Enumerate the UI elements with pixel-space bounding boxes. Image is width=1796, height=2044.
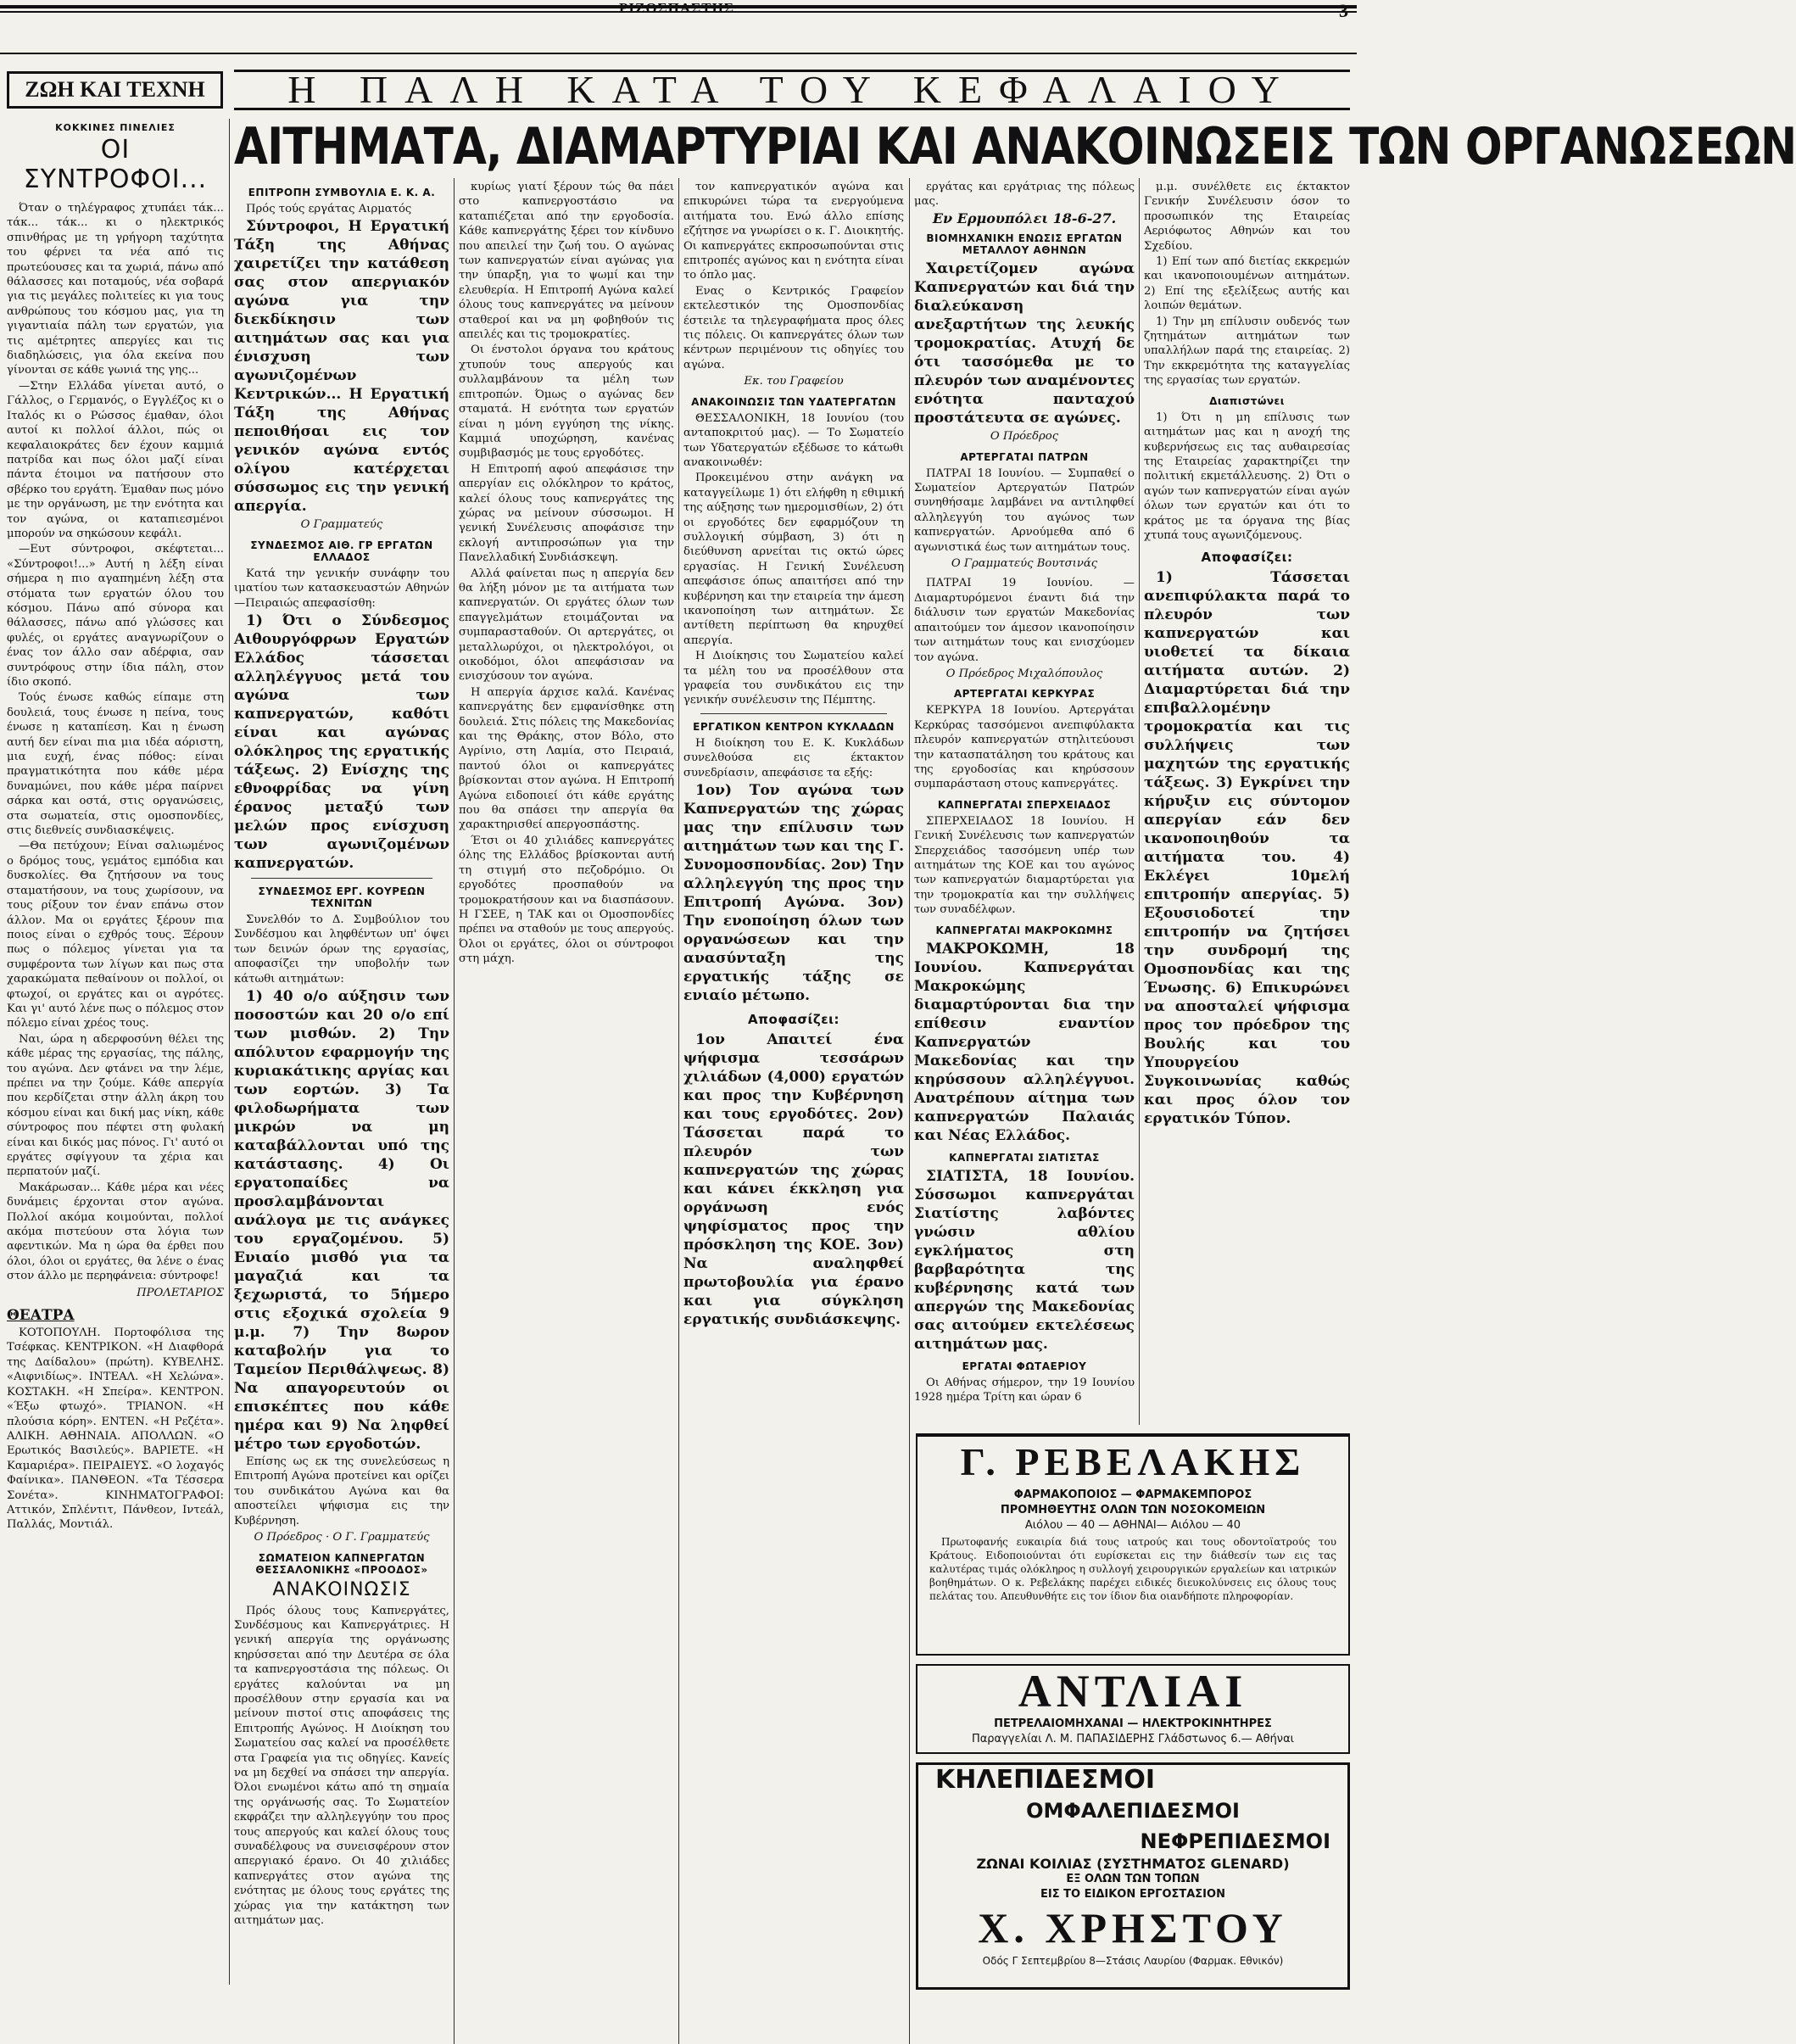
notice-signature: Ο Γραμματεύς Βουτσινάς (951, 557, 1098, 571)
notice-heading: ΕΠΙΤΡΟΠΗ ΣΥΜΒΟΥΛΙΑ Ε. Κ. Α. (248, 187, 436, 198)
notice-paragraph: 1) Επί των από διετίας εκκρεμών και ικανοποιουμένων αιτημάτων. 2) Επί της εξελίξεως αυτής και λοιπών θεμάτων. (1144, 255, 1350, 313)
article-paragraph: —Στην Ελλάδα γίνεται αυτό, ο Γάλλος, ο Γερμανός, ο Εγγλέζος κι ο Ιταλός κι ο Ρώσσος έμαθαν, όλοι αυτοί κι πολλοί άλλοι, πώς οι κεφαλαιοκράτες δεν έχουν καμμιά πατρίδα και πως όλοι μαζί είναι πάντα έτοιμοι να πατήσουν στο σβέρκο του εργάτη. Έμαθαν πως μόνο με την οργάνωση, με την ενότητα και τον αγώνα, οι καταπιεσμένοι μπορούν να σηκώσουν κεφάλι. (7, 379, 224, 540)
notice-divider (700, 713, 887, 714)
notice-paragraph: Συνελθόν το Δ. Συμβούλιον του Συνδέσμου και ληφθέντων υπ' όψει των δεινών όρων της εργασίας, αποφασίζει την υποβολήν των κάτωθι αιτημάτων: (234, 913, 449, 986)
notice-paragraph: Προκειμένου στην ανάγκη να καταγγείλωμε 1) ότι ελήφθη η εθιμική της αύξησης των ημερομισθίων, 2) ότι οι εργοδότες δεν εφαρμόζουν τη συλλογική σύμβαση, 3) ότι η διεύθυνση αρνείται τις οκτώ ώρες εργασίας. Η Γενική Συνέλευση απεφάσισε όπως απαιτήσει από την κυβέρνηση και την εταιρεία την άμεση ικανοποίηση των αιτημάτων. Σε αντίθετη περίπτωση θα κηρυχθεί απεργία. (683, 472, 904, 647)
column-5 (914, 180, 1135, 1427)
notice-paragraph: Η διοίκηση του Ε. Κ. Κυκλάδων συνελθούσα εις έκτακτον συνεδρίασιν, απεφάσισε τα εξής: (683, 736, 904, 779)
ad-title: ΑΝΤΛΙΑΙ (1018, 1666, 1248, 1717)
ad-christou (916, 1762, 1350, 1990)
notice-signature: Ο Πρόεδρος Μιχαλόπουλος (945, 667, 1103, 680)
notice-bold-paragraph: Χαιρετίζομεν αγώνα Καπνεργατών και διά την διαλεύκανση ανεξαρτήτων της λευκής τρομοκρατίας. Ατυχή δε ότι τασσόμεθα με το πλευρόν των αναμένοντες ενότητα πανταχού προστάτευτα σε αγώνες. (914, 260, 1135, 427)
ad-address: Οδός Γ Σεπτεμβρίου 8—Στάσις Λαυρίου (Φαρμακ. Εθνικόν) (982, 1955, 1284, 1967)
notice-bold-paragraph: 1ον Απαιτεί ένα ψήφισμα τεσσάρων χιλιάδων (4,000) εργατών και προς την Κυβέρνηση και τους εργοδότες. 2ον) Τάσσεται παρά το πλευρόν των καπνεργατών της χώρας και κάνει έκκληση για οργάνωση ενός ψηφίσματος προς την πρόσκληση της ΚΟΕ. 3ον) Να αναληφθεί πρωτοβουλία για έρανο και για σύγκληση εργατικής συνδιάσκεψης. (683, 1031, 904, 1329)
notice-paragraph: ΠΑΤΡΑΙ 19 Ιουνίου. — Διαμαρτυρόμενοι έναντι διά την διάλυσιν των εργατών Μακεδονίας απαιτούμεν τον άμεσον ικανοποίησιν των αιτημάτων τους και ενισχύομεν τον αγώνα. (914, 577, 1135, 664)
notice-paragraph: ΚΕΡΚΥΡΑ 18 Ιουνίου. Αρτεργάται Κερκύρας τασσόμενοι ανεπιφύλακτα πλευρόν καπνεργατών στηλιτεύουσι την κατασπατάληση του κράτους και της εργοδοσίας και κηρύσσουν συμπαράσταση στους καπνεργάτες. (914, 704, 1135, 791)
notice-paragraph: 1) Ότι η μη επίλυσις των αιτημάτων μας και η ανοχή της κυβερνήσεως εις τας αυθαιρεσίας της Εταιρείας χαρακτηρίζει την πολιτική εκμετάλλευσης. 2) Ότι ο αγών των καπνεργατών είναι αγών όλων των εργατών και ότι το κράτος με τα όργανα της βίας χτυπά τους αγωνιζόμενους. (1144, 410, 1350, 542)
ad-line: ΕΞ ΟΛΩΝ ΤΩΝ ΤΟΠΩΝ (1066, 1873, 1200, 1885)
decision-heading: Αποφασίζει: (1201, 550, 1293, 566)
column-1 (7, 120, 224, 1991)
column-rule (678, 178, 679, 2044)
notice-heading: ΚΑΠΝΕΡΓΑΤΑΙ ΣΙΑΤΙΣΤΑΣ (949, 1151, 1100, 1164)
ad-line: ΖΩΝΑΙ ΚΟΙΛΙΑΣ (ΣΥΣΤΗΜΑΤΟΣ GLENARD) (976, 1856, 1290, 1872)
ad-rebelakis (916, 1433, 1350, 1656)
page-headline: ΑΙΤΗΜΑΤΑ, ΔΙΑΜΑΡΤΥΡΙΑΙ ΚΑΙ ΑΝΑΚΟΙΝΩΣΕΙΣ ΤΩΝ ΟΡΓΑΝΩΣΕΩΝ (234, 117, 1796, 176)
section-title: ΖΩΗ ΚΑΙ ΤΕΧΝΗ (7, 71, 223, 109)
ad-antliai (916, 1664, 1350, 1754)
article-paragraph: κυρίως γιατί ξέρουν τώς θα πάει στο καπνεργοστάσιο να καταπιέζεται από την εργοδοσία. Κάθε καπνεργάτης ξέρει τον κίνδυνο που απειλεί την ζωή του. Ο αγώνας των καπνεργατών είναι αγώνας για την ύπαρξη, για το ψωμί και την ελευθερία. Η Επιτροπή Αγώνα καλεί όλους τους καπνεργάτες να μείνουν σταθεροί και να μη φοβηθούν τις απειλές και τις τρομοκρατίες. (459, 181, 674, 342)
column-rule (1139, 178, 1140, 1425)
decision-heading: Αποφασίζει: (748, 1012, 839, 1028)
notice-paragraph: εργάτας και εργάτριας της πόλεως μας. (914, 181, 1135, 209)
article-paragraph: Η Επιτροπή αφού απεφάσισε την απεργίαν εις ολόκληρον το κράτος, καλεί όλους τους καπνεργάτες της χώρας να μείνουν σύσσωμοι. Η γενική Συνέλευσις αποφάσισε την εκλογή αντιπροσώπων για την Πανελλαδική Συνδιάσκεψη. (459, 462, 674, 565)
ad-line: ΚΗΛΕΠΙΔΕΣΜΟΙ (935, 1765, 1156, 1795)
notice-bold-paragraph: ΜΑΚΡΟΚΩΜΗ, 18 Ιουνίου. Καπνεργάται Μακροκώμης διαμαρτύρονται δια την επίθεσιν εναντίον Καπνεργατών Μακεδονίας και την κηρύσσουν αλληλέγγυοι. Ανατρέπουν αίτημα των καπνεργατών Παλαιάς και Νέας Ελλάδος. (914, 940, 1135, 1144)
ad-line: ΝΕΦΡΕΠΙΔΕΣΜΟΙ (1140, 1829, 1330, 1853)
article-paragraph: Τούς ένωσε καθώς είπαμε στη δουλειά, τους ένωσε η πείνα, τους ένωσε η καταπίεση. Και η ένωση αυτή δεν είναι πια μια ιδέα αόριστη, μια ευχή, ένας πόθος: είναι πραγματικότητα που κάθε μέρα δυναμώνει, που κάθε μέρα παίρνει σάρκα και οστά, στις οργανώσεις, στα σωματεία, στις ομοσπονδίες, στις διεθνείς συνδιασκέψεις. (7, 691, 224, 838)
article-signature: ΠΡΟΛΕΤΑΡΙΟΣ (137, 1286, 224, 1299)
notice-heading: ΕΡΓΑΤΙΚΟΝ ΚΕΝΤΡΟΝ ΚΥΚΛΑΔΩΝ (693, 720, 895, 733)
ad-line: Αιόλου — 40 — ΑΘΗΝΑΙ— Αιόλου — 40 (1024, 1519, 1241, 1532)
page-number: 3 (1339, 0, 1348, 21)
notice-bold-paragraph: 1ον) Τον αγώνα των Καπνεργατών της χώρας μας την επίλυσιν των αιτημάτων των και της Γ. Συνομοσπονδίας. 2ον) Την αλληλεγγύη της προς την Επιτροπή Αγώνα. 3ον) Την ενοποίηση όλων των οργανώσεων και την ανασύνταξη της εργατικής τάξης σε ενιαίο μέτωπο. (683, 782, 904, 1005)
column-rule (909, 178, 910, 2044)
article-paragraph: —Θα πετύχουν; Είναι σαλιωμένος ο δρόμος τους, γεμάτος εμπόδια και δυσκολίες. Θα ζητήσουν να τους σταματήσουν, να τους χωρίσουν, να τους ρίξουν τον έναν επάνω στον άλλον. Μα οι εργάτες ξέρουν πια ποιος είναι ο εχθρός τους. Ξέρουν πως ο πόλεμος γίνεται για τα συμφέροντα των λίγων και πως στα χαρακώματα πεθαίνουν οι πολλοί, οι φτωχοί, οι εργάτες και οι αγρότες. Και γι' αυτό λένε πως ο πόλεμος στον πόλεμο είναι χρέος τους. (7, 840, 224, 1030)
notice-heading: Διαπιστώνει (1209, 394, 1285, 407)
notice-heading: ΑΡΤΕΡΓΑΤΑΙ ΠΑΤΡΩΝ (960, 450, 1089, 463)
notice-heading: ΑΝΑΚΟΙΝΩΣΙΣ ΤΩΝ ΥΔΑΤΕΡΓΑΤΩΝ (691, 395, 896, 408)
ad-line: Παραγγελίαι Λ. Μ. ΠΑΠΑΣΙΔΕΡΗΣ Γλάδστωνος 6.— Αθήναι (971, 1733, 1295, 1745)
article-paragraph: τον καπνεργατικόν αγώνα και επικυρώνει τώρα τα ενεργούμενα αιτήματα του. Ενώ άλλο επίσης εζήτησε να γνωρίσει ο κ. Γ. Διοικητής. Οι καπνεργάτες εκπροσωπούνται στις επιτροπές αγώνος και η ενότητα είναι το όπλο μας. (683, 181, 905, 282)
column-6 (1144, 180, 1350, 1427)
notice-paragraph: Πρός τούς εργάτας Αιρματός (246, 203, 412, 215)
article-title: ΟΙ ΣΥΝΤΡΟΦΟΙ... (23, 135, 208, 194)
article-paragraph: Αλλά φαίνεται πως η απεργία δεν θα λήξη μόνον με τα αιτήματα των καπνεργατών. Οι εργάτες όλων των επαγγελμάτων ετοιμάζονται να συμπαρασταθούν. Οι αρτεργάτες, οι μεταλλωρύχοι, οι ηλεκτρολόγοι, οι οικοδόμοι, όλοι απεφάσισαν να ενισχύσουν τον αγώνα. (459, 567, 674, 684)
notice-bold-paragraph: 1) Ότι ο Σύνδεσμος Αιθουργόφρων Εργατών Ελλάδος τάσσεται αλληλέγγυος μετά του αγώνα των καπνεργατών, καθότι είναι και αγώνας ολόκληρος της εργατικής τάξεως. 2) Ενίσχης της εθνοφρίδας να γίνη έρανος μεταξύ των μελών προς ενίσχυση των αγωνιζομένων καπνεργατών. (234, 612, 449, 873)
notice-paragraph: Κατά την γενικήν συνάφην του ιματίου των κατασκευαστών Αθηνών —Πειραιώς απεφασίσθη: (234, 567, 449, 610)
notice-divider (251, 878, 432, 879)
notice-signature: Εν Ερμουπόλει 18-6-27. (932, 209, 1117, 226)
theatre-listings: ΚΟΤΟΠΟΥΛΗ. Πορτοφόλισα της Τσέφκας. ΚΕΝΤΡΙΚΟΝ. «Η Διαφθορά της Δαίδαλου» (πρώτη). ΚΥΒΕΛΗΣ. «Αιφνιδίως». ΙΝΤΕΑΛ. «Η Χελώνα». ΚΟΣΤΑΚΗ. «Η Σπείρα». ΚΕΝΤΡΟΝ. «Έξω φτωχό». ΤΡΙΑΝΟΝ. «Η πλούσια κόρη». ΕΝΤΕΝ. «Η Ρεζέτα». ΑΛΙΚΗ. ΑΘΗΝΑΙΑ. ΑΠΟΛΛΩΝ. «Ο Ερωτικός Βασιλεύς». ΒΑΡΙΕΤΕ. «Η Καμαριέρα». ΠΕΙΡΑΙΕΥΣ. «Ο λοχαγός Φαίνικα». ΠΑΝΘΕΟΝ. «Τα Τέσσερα Σονέτα». ΚΙΝΗΜΑΤΟΓΡΑΦΟΙ: Αττικόν, Σπλέντιτ, Πάνθεον, Ιντεάλ, Παλλάς, Μοντιάλ. (7, 1326, 224, 1532)
article-paragraph: Όταν ο τηλέγραφος χτυπάει τάκ... τάκ... τάκ... κι ο ηλεκτρικός σπινθήρας με τη γρήγορη ταχύτητα του φέρνει τα νέα από τις πρωτεύουσες και τα χωριά, πάνω από θάλασσες και ποταμούς, νέα σοβαρά για τις μεγάλες πολιτείες κι για τους ανθρώπους του κόσμου μας, για τη γιγαντιαία πάλη των εργατών, για τις αμέτρητες απεργίες και τις διαδηλώσεις, για όλα εκείνα που γίνονται σε κάθε γωνιά της γης... (7, 202, 224, 377)
ad-line: ΠΡΟΜΗΘΕΥΤΗΣ ΟΛΩΝ ΤΩΝ ΝΟΣΟΚΟΜΕΙΩΝ (1000, 1504, 1266, 1516)
notice-paragraph: Επίσης ως εκ της συνελεύσεως η Επιτροπή Αγώνα προτείνει και ορίζει του συνδικάτου Αγώνα και θα αποστείλει ψήφισμα εις την Κυβέρνηση. (234, 1455, 449, 1527)
notice-bold-paragraph: ΣΙΑΤΙΣΤΑ, 18 Ιουνίου. Σύσσωμοι καπνεργάται Σιατίστης λαβόντες γνώσιν αθλίου εγκλήματος στη βαρβαρότητα της κυβέρνησης κατά των απεργών της Μακεδονίας σας αιτούμεν εκτελέσεως αιτημάτων μας. (914, 1167, 1135, 1353)
column-3 (459, 180, 674, 1991)
notice-signature: Ο Πρόεδρος · Ο Γ. Γραμματεύς (254, 1531, 430, 1544)
ad-line: ΠΕΤΡΕΛΑΙΟΜΗΧΑΝΑΙ — ΗΛΕΚΤΡΟΚΙΝΗΤΗΡΕΣ (994, 1717, 1272, 1730)
ad-line: ΦΑΡΜΑΚΟΠΟΙΟΣ — ΦΑΡΜΑΚΕΜΠΟΡΟΣ (1013, 1488, 1252, 1501)
notice-paragraph: μ.μ. συνέλθετε εις έκτακτον Γενικήν Συνέλευσιν όσον το προσωπικόν της Εταιρείας Αεριόφωτος Αθηνών και του Σχεδίου. (1144, 181, 1350, 253)
column-rule (229, 119, 230, 1985)
article-paragraph: Μακάρωσαν... Κάθε μέρα και νέες δυνάμεις έρχονται στον αγώνα. Πολλοί ακόμα κοιμούνται, πολλοί ακόμα πιστεύουν στα λόγια των αφεντικών. Μα η ώρα θα έρθει που όλοι, όλοι οι εργάτες, θα λένε ο ένας στον άλλο με περηφάνεια: σύντροφε! (7, 1181, 224, 1283)
notice-paragraph: Πρός όλους τους Καπνεργάτες, Συνδέσμους και Καπνεργάτριες. Η γενική απεργία της οργάνωσης κηρύσσεται από την Δευτέρα σε όλα τα καπνεργοστάσια της πόλεως. Οι εργάτες καλούνται να μη προσέλθουν στην εργασία και να μείνουν πιστοί στις αποφάσεις της Επιτροπής Αγώνος. Η Διοίκηση του Σωματείου σας καλεί να προσέλθετε στα Γραφεία για τις οδηγίες. Κανείς να μη δεχθεί να σπάσει την απεργία. Όλοι ενωμένοι κάτω από τη σημαία της οργάνωσής σας. Το Σωματείον εκφράζει την αλληλεγγύην του προς τους απεργούς και καλεί όλους τους συναδέλφους να συνεισφέρουν στον απεργιακό έρανο. Οι 40 χιλιάδες καπνεργάτες στον αγώνα της ενότητας με όλους τους εργάτες της χώρας για την κατάκτηση των αιτημάτων μας. (234, 1604, 449, 1928)
notice-paragraph: ΘΕΣΣΑΛΟΝΙΚΗ, 18 Ιουνίου (του ανταποκριτού μας). — Το Σωματείο των Υδατεργατών εξέδωσε το κάτωθι ανακοινωθέν: (683, 411, 904, 469)
notice-paragraph: ΣΠΕΡΧΕΙΑΔΟΣ 18 Ιουνίου. Η Γενική Συνέλευσις των καπνεργατών Σπερχειάδος τασσόμενη υπέρ των αιτημάτων της ΚΟΕ και του αγώνος των καπνεργατών διαμαρτύρεται για την τρομοκρατία και την συλλήψεις των συναδέλφων. (914, 814, 1135, 917)
theatre-heading: ΘΕΑΤΡΑ (7, 1307, 75, 1325)
article-paragraph: Ναι, ώρα η αδερφοσύνη θέλει της κάθε μέρας της εργασίας, της πάλης, του αγώνα. Δεν φτάνει να την λέμε, πρέπει να την ζούμε. Κάθε απεργία που κερδίζεται στην άλλη άκρη του κόσμου είναι και δική μας νίκη, κάθε σύντροφος που πέφτει στη φυλακή είναι και δικός μας πόνος. Γι' αυτό οι εργάτες σφίγγουν τα χέρια και περπατούν μαζί. (7, 1032, 224, 1179)
notice-paragraph: Η Διοίκησις του Σωματείου καλεί τα μέλη του να προσέλθουν στα γραφεία του συνδικάτου εις την γενικήν συνέλευσιν της Πέμπτης. (683, 650, 904, 707)
paper-name: ΡΙΖΟΣΠΑΣΤΗΣ (619, 0, 734, 16)
ad-title: Χ. ΧΡΗΣΤΟΥ (978, 1904, 1288, 1952)
article-paragraph: Οι ένστολοι όργανα του κράτους χτυπούν τους απεργούς και συλλαμβάνουν τα μέλη των επιτροπών. Όμως ο αγώνας δεν σταματά. Η ενότητα των εργατών είναι η μόνη εγγύηση της νίκης. Καμμιά υποχώρηση, κανένας συμβιβασμός με τους εργοδότες. (459, 343, 674, 461)
masthead (0, 0, 1357, 54)
notice-heading: ΚΑΠΝΕΡΓΑΤΑΙ ΣΠΕΡΧΕΙΑΔΟΣ (937, 798, 1112, 811)
notice-bold-paragraph: 1) Τάσσεται ανεπιφύλακτα παρά το πλευρόν των καπνεργατών και υιοθετεί τα δίκαια αιτήματα αυτών. 2) Διαμαρτύρεται διά την επιβαλλομένην τρομοκρατία και τις συλλήψεις των μαχητών της εργατικής τάξεως. 3) Εγκρίνει την κήρυξιν εις σύντομον απεργίαν εάν δεν ικανοποιηθούν τα αιτήματα του. 4) Εκλέγει 10μελή επιτροπήν απεργίας. 5) Εξουσιοδοτεί την επιτροπήν να ζητήσει την συνδρομή της Ομοσπονδίας και της Ένωσης. 6) Επικυρώνει να αποσταλεί ψήφισμα προς τον πρόεδρον της Βουλής και του Υπουργείου Συγκοινωνίας καθώς και προς όλον τον εργατικόν Τύπον. (1144, 569, 1350, 1128)
column-rule (454, 178, 455, 2044)
notice-signature: Εκ. του Γραφείου (744, 375, 844, 388)
notice-bold-paragraph: Σύντροφοι, Η Εργατική Τάξη της Αθήνας χαιρετίζει την κατάθεση σας στον απεργιακόν αγώνα για την διεκδίκησιν των αιτημάτων σας και για ένισχυση των αγωνιζομένων Κεντρικών... Η Εργατική Τάξη της Αθήνας πεποιθήσαι εις τον γενικόν αγώνα εντός ολίγου κατέρχεται σύσσωμος εις την γενική απεργία. (234, 218, 449, 516)
article-paragraph: Η απεργία άρχισε καλά. Κανένας καπνεργάτης δεν εμφανίσθηκε στη δουλειά. Στις πόλεις της Μακεδονίας και της Θράκης, στον Βόλο, στο Αγρίνιο, στη Λαμία, στο Πειραιά, παντού όλοι οι καπνεργάτες βρίσκονται στον αγώνα. Η Επιτροπή Αγώνα ειδοποιεί ότι κάθε εργάτης που θα σπάσει την απεργία θα χαρακτηρισθεί απεργοσπάστης. (459, 685, 674, 832)
notice-signature: Ο Γραμματεύς (300, 518, 383, 532)
column-2 (234, 180, 449, 1991)
notice-bold-paragraph: 1) 40 ο/ο αύξησιν των ποσοστών και 20 ο/ο επί των μισθών. 2) Την απόλυτον εφαρμογήν της κυριακάτικης αργίας και των εορτών. 3) Τα φιλοδωρήματα των μικρών να μη καταβάλλονται υπό της κατάστασης. 4) Οι εργατοπαίδες να προσλαμβάνονται ανάλογα με τις ανάγκες του εργαζομένου. 5) Ενιαίο μισθό για τα μαγαζιά και τα ξεχωριστά, το 5ήμερο στις εξοχικά σχολεία 9 μ.μ. 7) Την 8ωρον καταβολήν για το Ταμείον Περιθάλψεως. 8) Να απαγορευτούν οι επισκέπτες που κάθε ημέρα και 9) Να ληφθεί μέτρο των εργοδοτών. (234, 988, 449, 1454)
ad-title: Γ. ΡΕΒΕΛΑΚΗΣ (960, 1440, 1306, 1483)
notice-paragraph: ΠΑΤΡΑΙ 18 Ιουνίου. — Συμπαθεί ο Σωματείον Αρτεργατών Πατρών συνηθήσαμε λαμβάνει να αντιληφθεί αλληλεγγύη του αγώνος των καπνεργατών. Αρνούμεθα από 6 αγωνιστικά έως των αιτημάτων τους. (914, 466, 1135, 554)
notice-heading: ΣΥΝΔΕΣΜΟΣ ΑΙΘ. ΓΡ ΕΡΓΑΤΩΝ ΕΛΛΑΔΟΣ (250, 539, 433, 563)
notice-heading: ΒΙΟΜΗΧΑΝΙΚΗ ΕΝΩΣΙΣ ΕΡΓΑΤΩΝ ΜΕΤΑΛΛΟΥ ΑΘΗΝΩΝ (926, 232, 1123, 257)
notice-heading: ΚΑΠΝΕΡΓΑΤΑΙ ΜΑΚΡΟΚΩΜΗΣ (935, 924, 1113, 936)
notice-heading: ΑΡΤΕΡΓΑΤΑΙ ΚΕΡΚΥΡΑΣ (953, 688, 1096, 701)
masthead-rule-lower (0, 53, 1357, 54)
column-kicker: ΚΟΚΚΙΝΕΣ ΠΙΝΕΛΙΕΣ (55, 122, 176, 133)
notice-paragraph: Οι Αθήνας σήμερον, την 19 Ιουνίου 1928 ημέρα Τρίτη και ώραν 6 (914, 1376, 1135, 1404)
ad-body: Πρωτοφανής ευκαιρία διά τους ιατρούς και τους οδοντοϊατρούς του Κράτους. Ειδοποιούνται ότι ευρίσκεται εις την διάθεσίν των εις τας καλυτέρας τιμάς ολόκληρος η συλλογή χειρουργικών εργαλείων και ιατρικών βοηθημάτων. Ο κ. Ρεβελάκης παρέχει ειδικές διευκολύνσεις εις όλους τους πελάτας του. Απευθυνθήτε εις τον ίδιον δια οιανδήποτε πληροφορίαν. (929, 1536, 1336, 1602)
notice-signature: Ο Πρόεδρος (990, 430, 1059, 444)
notice-paragraph: 1) Την μη επίλυσιν ουδενός των ζητημάτων αιτημάτων των υπαλλήλων παρά της εταιρείας. 2) Την εκκρεμότητα της καταγγελίας της εργασίας των εργατών. (1144, 315, 1350, 388)
notice-heading: ΣΥΝΔΕΣΜΟΣ ΕΡΓ. ΚΟΥΡΕΩΝ ΤΕΧΝΙΤΩΝ (258, 885, 426, 910)
ad-line: ΟΜΦΑΛΕΠΙΔΕΣΜΟΙ (1026, 1799, 1240, 1823)
column-4 (683, 180, 904, 1991)
notice-heading: ΕΡΓΑΤΑΙ ΦΩΤΑΕΡΙΟΥ (962, 1360, 1087, 1372)
article-paragraph: Έτσι οι 40 χιλιάδες καπνεργάτες όλης της Ελλάδος βρίσκονται αυτή τη στιγμή στο πεζοδρόμιο. Οι εργοδότες προσπαθούν να τρομοκρατήσουν και να διασπάσουν. Η ΓΣΕΕ, η ΤΑΚ και οι Ομοσπονδίες πρέπει να σταθούν με τους απεργούς. Όλοι οι εργάτες, όλοι οι σύντροφοι στη μάχη. (459, 834, 674, 966)
notice-title: ΑΝΑΚΟΙΝΩΣΙΣ (272, 1578, 411, 1600)
notice-heading: ΣΩΜΑΤΕΙΟΝ ΚΑΠΝΕΡΓΑΤΩΝ ΘΕΣΣΑΛΟΝΙΚΗΣ «ΠΡΟΟΔΟΣ» (255, 1551, 428, 1576)
article-paragraph: Ενας ο Κεντρικός Γραφείον εκτελεστικόν της Ομοσπονδίας έστειλε τα τηλεγραφήματα προς όλες τις πόλεις. Οι καπνεργάτες όλων των κέντρων περιμένουν τις οδηγίες του αγώνα. (683, 284, 904, 371)
page-kicker: Η ΠΑΛΗ ΚΑΤΑ ΤΟΥ ΚΕΦΑΛΑΙΟΥ (234, 70, 1350, 110)
ad-line: ΕΙΣ ΤΟ ΕΙΔΙΚΟΝ ΕΡΓΟΣΤΑΣΙΟΝ (1040, 1888, 1225, 1901)
article-paragraph: —Ευτ σύντροφοι, σκέφτεται... «Σύντροφοι!...» Αυτή η λέξη είναι σήμερα η πιο αγαπημένη λέξη στα στόματα των εργατών όλου του κόσμου. Πάνω από σύνορα και θάλασσες, πάνω από γλώσσες και φυλές, οι εργάτες αναγνωρίζουν ο ένας τον άλλο σαν αδέρφια, σαν συντρόφους στην ίδια πάλη, στον ίδιο σκοπό. (7, 543, 224, 689)
